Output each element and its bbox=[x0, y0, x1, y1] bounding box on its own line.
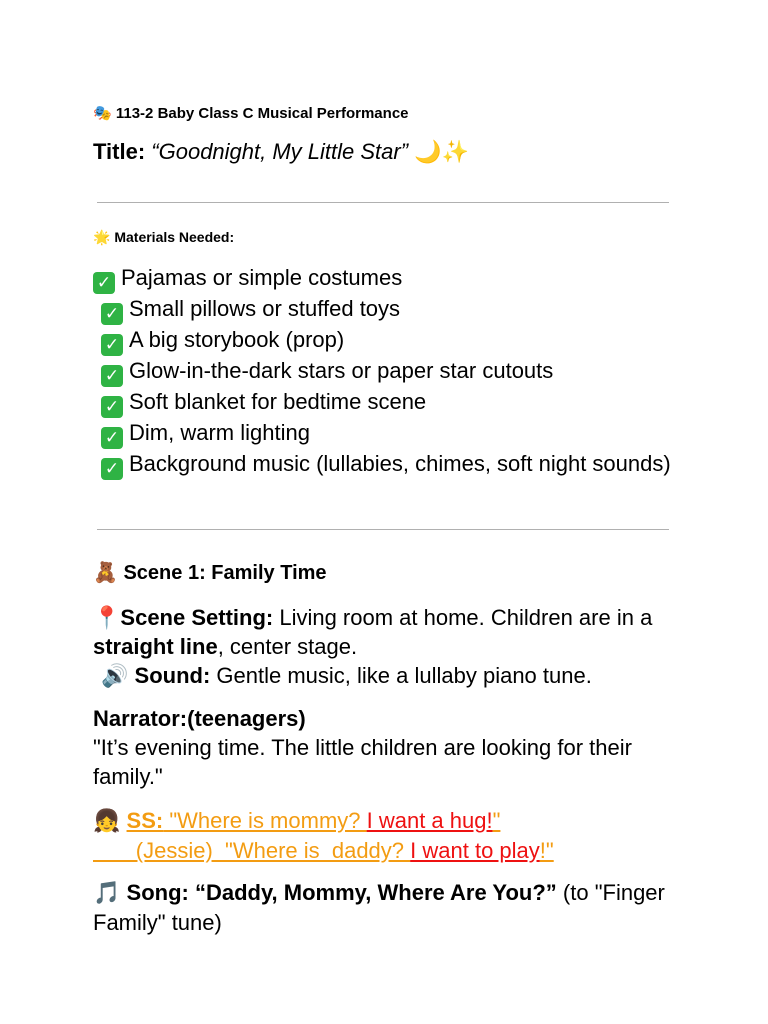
ss-dialogue bbox=[93, 806, 683, 865]
check-mark-icon: ✓ bbox=[101, 303, 123, 325]
list-item: ✓ A big storybook (prop) bbox=[93, 325, 683, 356]
list-item: ✓ Dim, warm lighting bbox=[93, 418, 683, 449]
check-mark-icon: ✓ bbox=[101, 396, 123, 418]
song-title: Song: “Daddy, Mommy, Where Are You?” bbox=[126, 880, 557, 905]
title-label: Title: bbox=[93, 139, 146, 164]
materials-heading bbox=[93, 229, 234, 246]
check-mark-icon: ✓ bbox=[101, 334, 123, 356]
song-block bbox=[93, 878, 683, 937]
list-item: ✓ Background music (lullabies, chimes, soft night sounds) bbox=[93, 449, 683, 480]
song-note: (to "Finger Family" tune) bbox=[93, 880, 665, 935]
scene-heading bbox=[93, 560, 327, 585]
girl-icon: 👧 bbox=[93, 809, 121, 834]
scene-setting bbox=[93, 603, 683, 691]
show-title-line bbox=[93, 139, 469, 165]
check-mark-icon: ✓ bbox=[93, 272, 115, 294]
musical-note-icon: 🎵 bbox=[93, 881, 121, 906]
glowing-star-icon: 🌟 bbox=[93, 230, 111, 246]
performing-arts-icon: 🎭 bbox=[93, 104, 112, 122]
sound-paragraph: 🔊 Sound: Gentle music, like a lullaby piano tune. bbox=[101, 663, 592, 689]
horizontal-rule bbox=[97, 202, 669, 203]
moon-sparkles-icon: 🌙✨ bbox=[414, 140, 469, 165]
performance-heading bbox=[93, 104, 409, 122]
check-mark-icon: ✓ bbox=[101, 365, 123, 387]
list-item: ✓ Glow-in-the-dark stars or paper star cutouts bbox=[93, 356, 683, 387]
narrator-label: Narrator:(teenagers) bbox=[93, 706, 306, 731]
list-item: ✓ Small pillows or stuffed toys bbox=[93, 294, 683, 325]
list-item: ✓ Pajamas or simple costumes bbox=[93, 263, 683, 294]
horizontal-rule bbox=[97, 529, 669, 530]
ss-line-1: 👧 SS: "Where is mommy? I want a hug!" bbox=[93, 808, 501, 834]
performance-title: 113-2 Baby Class C Musical Performance bbox=[115, 105, 409, 122]
teddy-bear-icon: 🧸 bbox=[93, 560, 118, 584]
list-item: ✓ Soft blanket for bedtime scene bbox=[93, 387, 683, 418]
materials-list bbox=[93, 263, 683, 480]
materials-heading-text: Materials Needed: bbox=[114, 229, 235, 245]
speaker-icon: 🔊 bbox=[101, 664, 129, 689]
setting-paragraph: 📍Scene Setting: Living room at home. Children are in a straight line, center stage. bbox=[93, 605, 653, 659]
narrator-block bbox=[93, 704, 683, 791]
pin-icon: 📍 bbox=[93, 605, 121, 630]
narrator-text: "It’s evening time. The little children are looking for their family." bbox=[93, 735, 632, 789]
ss-line-2: (Jessie) "Where is daddy? I want to play!" bbox=[93, 838, 554, 863]
check-mark-icon: ✓ bbox=[101, 458, 123, 480]
check-mark-icon: ✓ bbox=[101, 427, 123, 449]
scene-title: Scene 1: Family Time bbox=[123, 562, 327, 584]
title-value: “Goodnight, My Little Star” bbox=[151, 139, 409, 164]
